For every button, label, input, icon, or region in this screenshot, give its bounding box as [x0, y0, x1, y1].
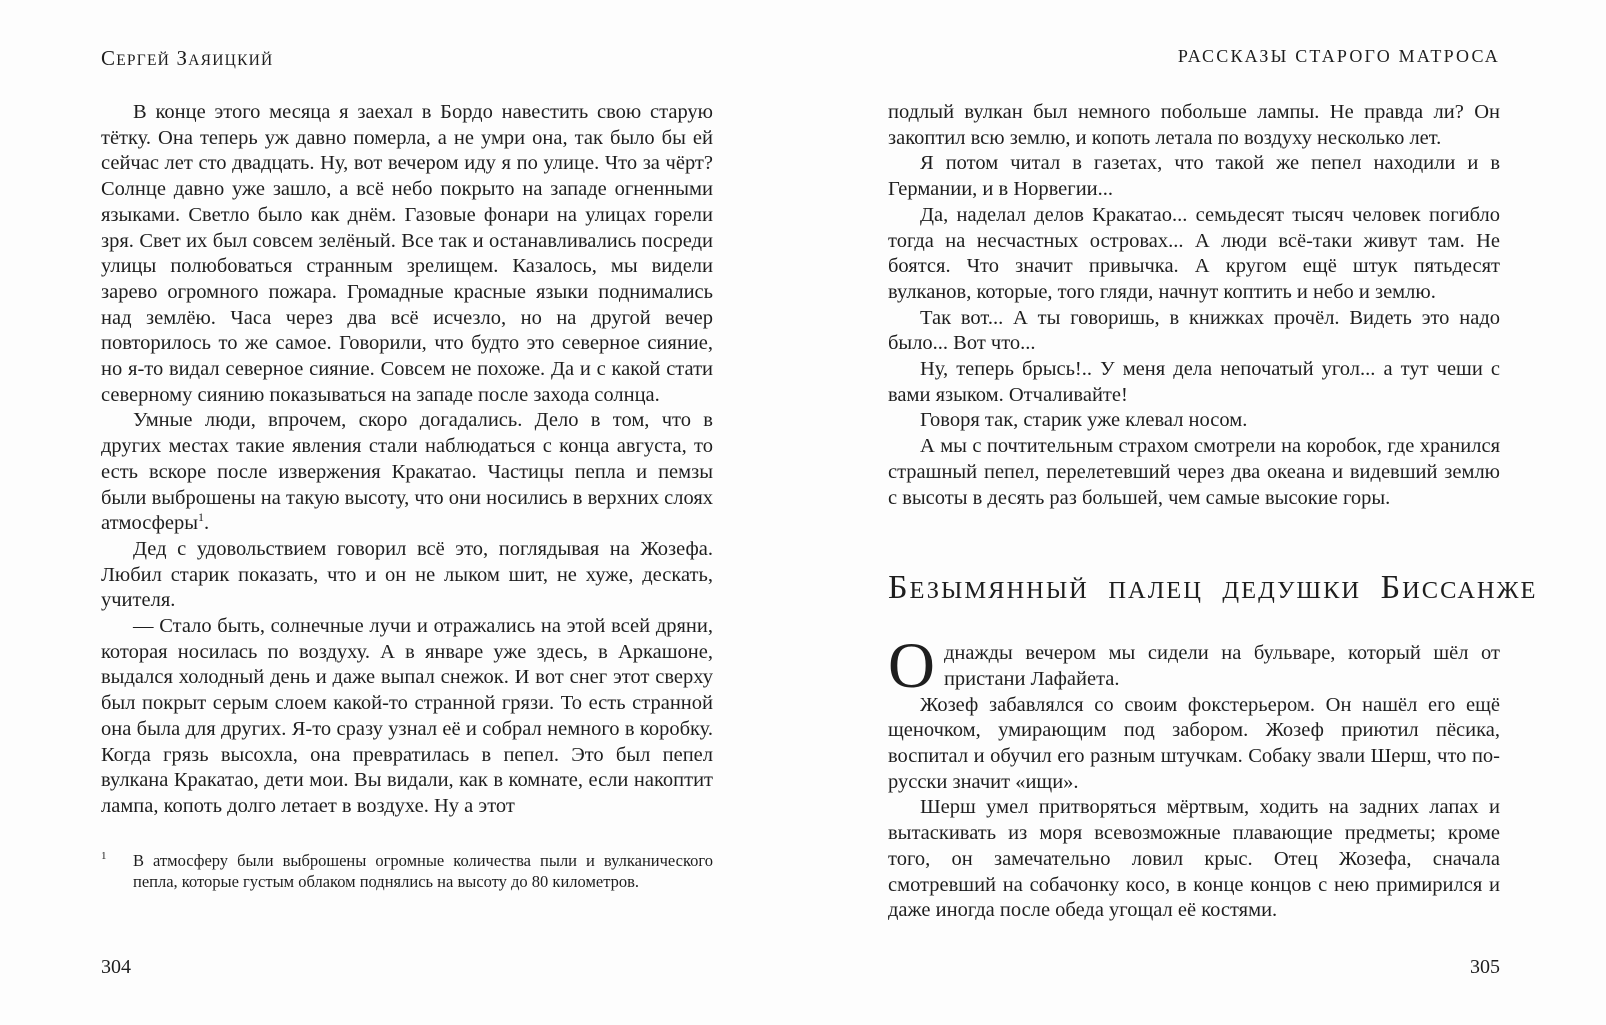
footnote-text: В атмосферу были выброшены огромные количества пыли и вулканического пепла, которые густым облаком поднялись на высоту до 80 километров.	[133, 850, 713, 892]
chapter-title: БЕЗЫМЯННЫЙ ПАЛЕЦ ДЕДУШКИ БИССАНЖЕ	[888, 569, 1538, 607]
paragraph: Умные люди, впрочем, скоро догадались. Дело в том, что в других местах такие явления стали наблюдаться с конца августа, то есть вскоре после извержения Кракатао. Частицы пепла и пемзы были выброшены на такую высоту, что они носились в верхних слоях атмосферы$^1$.	[101, 409, 713, 535]
paragraph: Так вот... А ты говоришь, в книжках прочёл. Видеть это надо было... Вот что...	[888, 306, 1500, 355]
footnote-ref: 1	[198, 510, 205, 525]
paragraph: Ну, теперь брысь!.. У меня дела непочатый угол... а тут чеши с вами языком. Отчаливайте!	[888, 358, 1500, 406]
paragraph: Жозеф забавлялся со своим фокстерьером. Он нашёл его ещё щеночком, умирающим под забором. Жозеф приютил пёсика, воспитал и обучил его разным штучкам. Собаку звали Шерш, что по-русски значит «ищи».	[888, 693, 1500, 793]
paragraph: В конце этого месяца я заехал в Бордо навестить свою старую тётку. Она теперь уж давно померла, а не умри она, так было бы ей сейчас лет сто двадцать. Ну, вот вечером иду я по улице. Что за чёрт? Солнце давно уже зашло, а всё небо покрыто на западе огненными языками. Светло было как днём. Газовые фонари на улицах горели зря. Свет их был совсем зелёный. Все так и останавливались посреди улицы полюбоваться странным зрелищем. Казалось, мы видели зарево огромного пожара. Громадные красные языки поднимались над землёю. Часа через два всё исчезло, но на другой вечер повторилось то же самое. Говорили, что будто это северное сияние, но я-то видал северное сияние. Совсем не похоже. Да и с какой стати северному сиянию показываться на западе после захода солнца.	[101, 101, 713, 406]
paragraph: Шерш умел притворяться мёртвым, ходить на задних лапах и вытаскивать из моря всевозможные плавающие предметы; кроме того, он замечательно ловил крыс. Отец Жозефа, сначала смотревший на собачонку косо, в конце концов с нею примирился и даже иногда после обеда угощал её костями.	[888, 796, 1500, 922]
drop-cap: О	[888, 630, 935, 703]
paragraph: — Стало быть, солнечные лучи и отражались на этой всей дряни, которая носилась по воздуху. А в январе уже здесь, в Аркашоне, выдался холодный день и даже выпал снежок. И вот снег этот сверху был покрыт серым слоем какой-то странной грязи. То есть странной она была для других. Я-то сразу узнал её и собрал немного в коробку. Когда грязь высохла, она превратилась в пепел. Это был пепел вулкана Кракатао, дети мои. Вы видали, как в комнате, если накоптит лампа, копоть долго летает в воздухе. Ну а этот	[101, 615, 713, 817]
paragraph: А мы с почтительным страхом смотрели на коробок, где хранился страшный пепел, перелетевший через два океана и видевший землю с высоты в десять раз большей, чем самые высокие горы.	[888, 435, 1500, 509]
left-page-text	[101, 100, 713, 820]
paragraph: Да, наделал делов Кракатао... семьдесят тысяч человек погибло тогда на несчастных островах... А люди всё-таки живут там. Не боятся. Что значит привычка. А кругом ещё штук пятьдесят вулканов, которые, того гляди, начнут коптить и небо и землю.	[888, 203, 1500, 303]
right-page	[888, 46, 1538, 978]
chapter-text	[888, 630, 1500, 924]
footnote-marker: 1	[101, 849, 107, 862]
paragraph: Говоря так, старик уже клевал носом.	[920, 409, 1248, 432]
footnote	[101, 850, 713, 893]
running-head-author: СЕРГЕЙ ЗАЯИЦКИЙ	[101, 46, 274, 70]
page-number-left: 304	[101, 956, 131, 978]
left-page	[101, 46, 713, 978]
paragraph: подлый вулкан был немного побольше лампы. Не правда ли? Он закоптил всю землю, и копоть летала по воздуху несколько лет.	[888, 101, 1500, 149]
paragraph: Я потом читал в газетах, что такой же пепел находили и в Германии, и в Норвегии...	[888, 152, 1500, 201]
page-number-right: 305	[1470, 956, 1500, 978]
paragraph: Однажды вечером мы сидели на бульваре, который шёл от пристани Лафайета.	[888, 630, 1500, 703]
right-page-text	[888, 100, 1500, 511]
paragraph: Дед с удовольствием говорил всё это, поглядывая на Жозефа. Любил старик показать, что и он не лыком шит, не хуже, дескать, учителя.	[101, 537, 713, 612]
running-head-book-title: РАССКАЗЫ СТАРОГО МАТРОСА	[1177, 46, 1500, 66]
